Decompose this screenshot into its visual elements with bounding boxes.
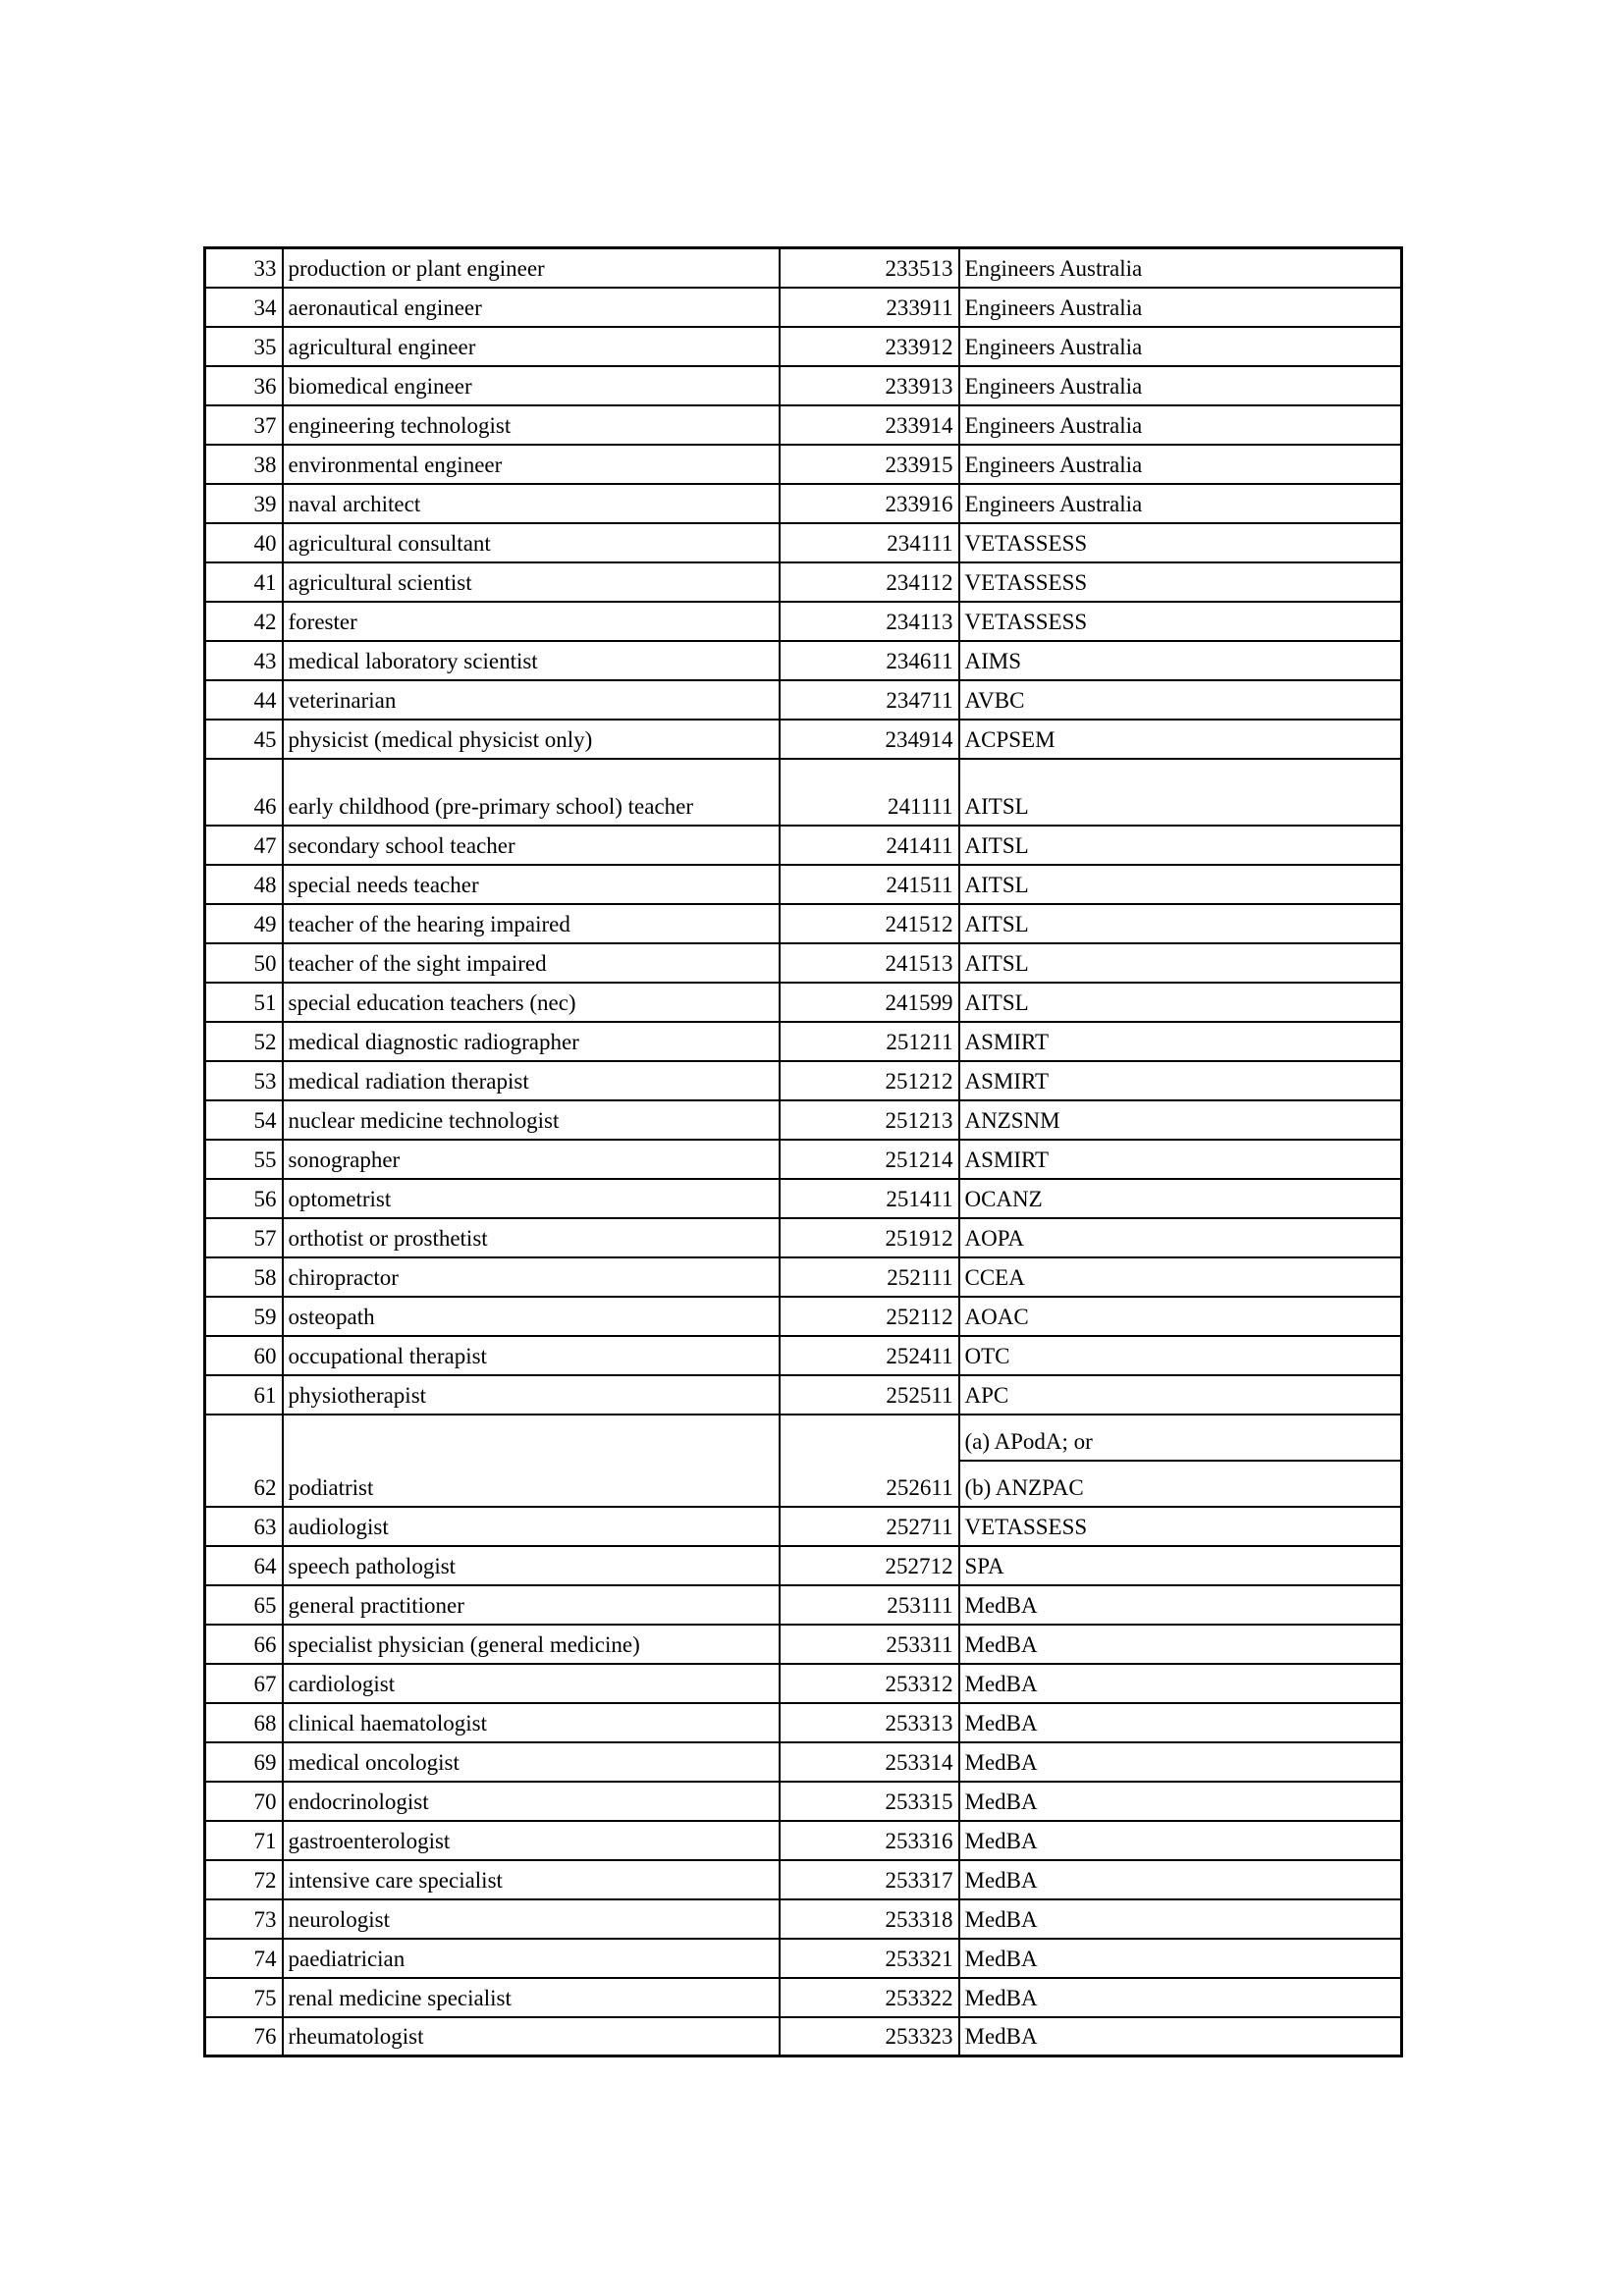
- anzsco-code: 241513: [780, 943, 959, 983]
- occupation-table-body: [205, 248, 1402, 2056]
- table-row: [205, 1978, 1402, 2017]
- row-number: 71: [205, 1821, 283, 1860]
- assessing-authority: ASMIRT: [959, 1022, 1402, 1061]
- occupation-name: special needs teacher: [283, 865, 780, 904]
- occupation-name: medical oncologist: [283, 1742, 780, 1782]
- assessing-authority: SPA: [959, 1546, 1402, 1585]
- occupation-name: optometrist: [283, 1179, 780, 1218]
- occupation-name: occupational therapist: [283, 1336, 780, 1375]
- assessing-authority: AITSL: [959, 904, 1402, 943]
- row-number: 65: [205, 1585, 283, 1625]
- anzsco-code: 253311: [780, 1625, 959, 1664]
- table-row: [205, 1664, 1402, 1703]
- occupation-name: speech pathologist: [283, 1546, 780, 1585]
- anzsco-code: 241411: [780, 826, 959, 865]
- table-row: [205, 1939, 1402, 1978]
- row-number: 34: [205, 288, 283, 327]
- anzsco-code: 251212: [780, 1061, 959, 1100]
- table-row: [205, 1257, 1402, 1297]
- assessing-authority: ASMIRT: [959, 1061, 1402, 1100]
- assessing-authority: Engineers Australia: [959, 288, 1402, 327]
- anzsco-code: 233916: [780, 484, 959, 523]
- row-number: 45: [205, 720, 283, 759]
- assessing-authority: AIMS: [959, 641, 1402, 680]
- assessing-authority: AVBC: [959, 680, 1402, 720]
- anzsco-code: 233915: [780, 445, 959, 484]
- occupation-name: sonographer: [283, 1140, 780, 1179]
- row-number: 52: [205, 1022, 283, 1061]
- table-row: [205, 405, 1402, 445]
- row-number: 69: [205, 1742, 283, 1782]
- assessing-authority: ACPSEM: [959, 720, 1402, 759]
- occupation-name: cardiologist: [283, 1664, 780, 1703]
- assessing-authority: MedBA: [959, 2017, 1402, 2056]
- anzsco-code: 253313: [780, 1703, 959, 1742]
- table-row: [205, 983, 1402, 1022]
- anzsco-code: 251411: [780, 1179, 959, 1218]
- assessing-authority: MedBA: [959, 1625, 1402, 1664]
- assessing-authority: VETASSESS: [959, 602, 1402, 641]
- occupation-name: veterinarian: [283, 680, 780, 720]
- anzsco-code: 233513: [780, 248, 959, 288]
- table-row: [205, 1415, 1402, 1461]
- occupation-name: forester: [283, 602, 780, 641]
- row-number: 50: [205, 943, 283, 983]
- occupation-name: early childhood (pre‑primary school) teacher: [283, 759, 780, 826]
- table-row: [205, 759, 1402, 826]
- assessing-authority: MedBA: [959, 1585, 1402, 1625]
- assessing-authority: Engineers Australia: [959, 366, 1402, 405]
- anzsco-code: 253323: [780, 2017, 959, 2056]
- assessing-authority: OCANZ: [959, 1179, 1402, 1218]
- anzsco-code: 252611: [780, 1415, 959, 1507]
- anzsco-code: 253111: [780, 1585, 959, 1625]
- table-row: [205, 484, 1402, 523]
- row-number: 53: [205, 1061, 283, 1100]
- occupation-name: medical laboratory scientist: [283, 641, 780, 680]
- anzsco-code: 253317: [780, 1860, 959, 1899]
- anzsco-code: 241511: [780, 865, 959, 904]
- row-number: 64: [205, 1546, 283, 1585]
- table-row: [205, 1336, 1402, 1375]
- assessing-authority: OTC: [959, 1336, 1402, 1375]
- anzsco-code: 252712: [780, 1546, 959, 1585]
- anzsco-code: 252711: [780, 1507, 959, 1546]
- table-row: [205, 1899, 1402, 1939]
- anzsco-code: 253314: [780, 1742, 959, 1782]
- assessing-authority: MedBA: [959, 1703, 1402, 1742]
- occupation-name: agricultural scientist: [283, 562, 780, 602]
- occupation-name: physiotherapist: [283, 1375, 780, 1415]
- anzsco-code: 253316: [780, 1821, 959, 1860]
- occupation-name: aeronautical engineer: [283, 288, 780, 327]
- row-number: 73: [205, 1899, 283, 1939]
- assessing-authority: MedBA: [959, 1664, 1402, 1703]
- anzsco-code: 233913: [780, 366, 959, 405]
- table-row: [205, 943, 1402, 983]
- row-number: 36: [205, 366, 283, 405]
- assessing-authority: Engineers Australia: [959, 405, 1402, 445]
- occupation-name: medical diagnostic radiographer: [283, 1022, 780, 1061]
- row-number: 39: [205, 484, 283, 523]
- occupation-name: podiatrist: [283, 1415, 780, 1507]
- table-row: [205, 1546, 1402, 1585]
- row-number: 44: [205, 680, 283, 720]
- anzsco-code: 241111: [780, 759, 959, 826]
- row-number: 46: [205, 759, 283, 826]
- assessing-authority: MedBA: [959, 1939, 1402, 1978]
- occupation-name: rheumatologist: [283, 2017, 780, 2056]
- anzsco-code: 252111: [780, 1257, 959, 1297]
- row-number: 59: [205, 1297, 283, 1336]
- anzsco-code: 251214: [780, 1140, 959, 1179]
- occupation-name: chiropractor: [283, 1257, 780, 1297]
- row-number: 42: [205, 602, 283, 641]
- occupation-name: osteopath: [283, 1297, 780, 1336]
- occupation-name: biomedical engineer: [283, 366, 780, 405]
- row-number: 58: [205, 1257, 283, 1297]
- table-row: [205, 562, 1402, 602]
- occupation-name: specialist physician (general medicine): [283, 1625, 780, 1664]
- row-number: 70: [205, 1782, 283, 1821]
- table-row: [205, 865, 1402, 904]
- assessing-authority: MedBA: [959, 1782, 1402, 1821]
- row-number: 55: [205, 1140, 283, 1179]
- row-number: 49: [205, 904, 283, 943]
- assessing-authority: MedBA: [959, 1899, 1402, 1939]
- assessing-authority: VETASSESS: [959, 1507, 1402, 1546]
- row-number: 75: [205, 1978, 283, 2017]
- anzsco-code: 252112: [780, 1297, 959, 1336]
- assessing-authority: APC: [959, 1375, 1402, 1415]
- row-number: 74: [205, 1939, 283, 1978]
- row-number: 47: [205, 826, 283, 865]
- anzsco-code: 233914: [780, 405, 959, 445]
- table-row: [205, 1100, 1402, 1140]
- table-row: [205, 1625, 1402, 1664]
- anzsco-code: 253318: [780, 1899, 959, 1939]
- row-number: 41: [205, 562, 283, 602]
- occupation-name: special education teachers (nec): [283, 983, 780, 1022]
- table-row: [205, 1022, 1402, 1061]
- table-row: [205, 523, 1402, 562]
- occupation-name: audiologist: [283, 1507, 780, 1546]
- row-number: 48: [205, 865, 283, 904]
- occupation-name: agricultural consultant: [283, 523, 780, 562]
- occupation-name: endocrinologist: [283, 1782, 780, 1821]
- anzsco-code: 253321: [780, 1939, 959, 1978]
- table-row: [205, 1585, 1402, 1625]
- occupation-name: physicist (medical physicist only): [283, 720, 780, 759]
- anzsco-code: 253315: [780, 1782, 959, 1821]
- anzsco-code: 234711: [780, 680, 959, 720]
- table-row: [205, 2017, 1402, 2056]
- anzsco-code: 234914: [780, 720, 959, 759]
- assessing-authority: MedBA: [959, 1821, 1402, 1860]
- assessing-authority: AITSL: [959, 983, 1402, 1022]
- occupation-name: naval architect: [283, 484, 780, 523]
- anzsco-code: 251912: [780, 1218, 959, 1257]
- table-row: [205, 1375, 1402, 1415]
- row-number: 68: [205, 1703, 283, 1742]
- assessing-authority-option-b: (b) ANZPAC: [959, 1461, 1402, 1507]
- occupation-name: teacher of the hearing impaired: [283, 904, 780, 943]
- occupation-name: intensive care specialist: [283, 1860, 780, 1899]
- anzsco-code: 253312: [780, 1664, 959, 1703]
- anzsco-code: 234111: [780, 523, 959, 562]
- anzsco-code: 241599: [780, 983, 959, 1022]
- row-number: 66: [205, 1625, 283, 1664]
- occupation-name: production or plant engineer: [283, 248, 780, 288]
- row-number: 43: [205, 641, 283, 680]
- assessing-authority: Engineers Australia: [959, 248, 1402, 288]
- assessing-authority: AOAC: [959, 1297, 1402, 1336]
- anzsco-code: 234112: [780, 562, 959, 602]
- occupation-name: environmental engineer: [283, 445, 780, 484]
- occupation-name: agricultural engineer: [283, 327, 780, 366]
- table-row: [205, 1782, 1402, 1821]
- row-number: 38: [205, 445, 283, 484]
- table-row: [205, 641, 1402, 680]
- table-row: [205, 1297, 1402, 1336]
- table-row: [205, 366, 1402, 405]
- table-row: [205, 1507, 1402, 1546]
- occupation-name: neurologist: [283, 1899, 780, 1939]
- row-number: 63: [205, 1507, 283, 1546]
- table-row: [205, 1742, 1402, 1782]
- table-row: [205, 288, 1402, 327]
- row-number: 56: [205, 1179, 283, 1218]
- occupation-name: teacher of the sight impaired: [283, 943, 780, 983]
- table-row: [205, 1703, 1402, 1742]
- table-row: [205, 680, 1402, 720]
- row-number: 72: [205, 1860, 283, 1899]
- row-number: 35: [205, 327, 283, 366]
- table-row: [205, 1061, 1402, 1100]
- assessing-authority: AITSL: [959, 826, 1402, 865]
- table-row: [205, 1179, 1402, 1218]
- table-row: [205, 1821, 1402, 1860]
- assessing-authority: Engineers Australia: [959, 445, 1402, 484]
- assessing-authority: ANZSNM: [959, 1100, 1402, 1140]
- row-number: 76: [205, 2017, 283, 2056]
- table-row: [205, 1140, 1402, 1179]
- anzsco-code: 251211: [780, 1022, 959, 1061]
- assessing-authority: VETASSESS: [959, 562, 1402, 602]
- assessing-authority: MedBA: [959, 1978, 1402, 2017]
- assessing-authority-option-a: (a) APodA; or: [959, 1415, 1402, 1461]
- occupation-name: engineering technologist: [283, 405, 780, 445]
- occupation-name: orthotist or prosthetist: [283, 1218, 780, 1257]
- table-row: [205, 720, 1402, 759]
- assessing-authority: AOPA: [959, 1218, 1402, 1257]
- occupation-name: paediatrician: [283, 1939, 780, 1978]
- anzsco-code: 252511: [780, 1375, 959, 1415]
- anzsco-code: 241512: [780, 904, 959, 943]
- row-number: 62: [205, 1415, 283, 1507]
- occupation-name: clinical haematologist: [283, 1703, 780, 1742]
- occupation-table: [203, 246, 1403, 2057]
- assessing-authority: AITSL: [959, 943, 1402, 983]
- assessing-authority: AITSL: [959, 865, 1402, 904]
- anzsco-code: 252411: [780, 1336, 959, 1375]
- table-row: [205, 904, 1402, 943]
- assessing-authority: Engineers Australia: [959, 484, 1402, 523]
- anzsco-code: 253322: [780, 1978, 959, 2017]
- assessing-authority: Engineers Australia: [959, 327, 1402, 366]
- occupation-name: gastroenterologist: [283, 1821, 780, 1860]
- table-row: [205, 826, 1402, 865]
- occupation-name: medical radiation therapist: [283, 1061, 780, 1100]
- row-number: 61: [205, 1375, 283, 1415]
- assessing-authority: MedBA: [959, 1860, 1402, 1899]
- table-row: [205, 1860, 1402, 1899]
- occupation-name: general practitioner: [283, 1585, 780, 1625]
- assessing-authority: VETASSESS: [959, 523, 1402, 562]
- row-number: 67: [205, 1664, 283, 1703]
- anzsco-code: 234611: [780, 641, 959, 680]
- anzsco-code: 234113: [780, 602, 959, 641]
- table-row: [205, 602, 1402, 641]
- occupation-name: renal medicine specialist: [283, 1978, 780, 2017]
- assessing-authority: ASMIRT: [959, 1140, 1402, 1179]
- row-number: 54: [205, 1100, 283, 1140]
- occupation-name: nuclear medicine technologist: [283, 1100, 780, 1140]
- row-number: 33: [205, 248, 283, 288]
- occupation-name: secondary school teacher: [283, 826, 780, 865]
- anzsco-code: 233911: [780, 288, 959, 327]
- row-number: 51: [205, 983, 283, 1022]
- table-row: [205, 445, 1402, 484]
- table-row: [205, 248, 1402, 288]
- row-number: 60: [205, 1336, 283, 1375]
- row-number: 37: [205, 405, 283, 445]
- table-row: [205, 327, 1402, 366]
- assessing-authority: MedBA: [959, 1742, 1402, 1782]
- table-row: [205, 1218, 1402, 1257]
- row-number: 40: [205, 523, 283, 562]
- assessing-authority: CCEA: [959, 1257, 1402, 1297]
- assessing-authority: AITSL: [959, 759, 1402, 826]
- row-number: 57: [205, 1218, 283, 1257]
- anzsco-code: 251213: [780, 1100, 959, 1140]
- anzsco-code: 233912: [780, 327, 959, 366]
